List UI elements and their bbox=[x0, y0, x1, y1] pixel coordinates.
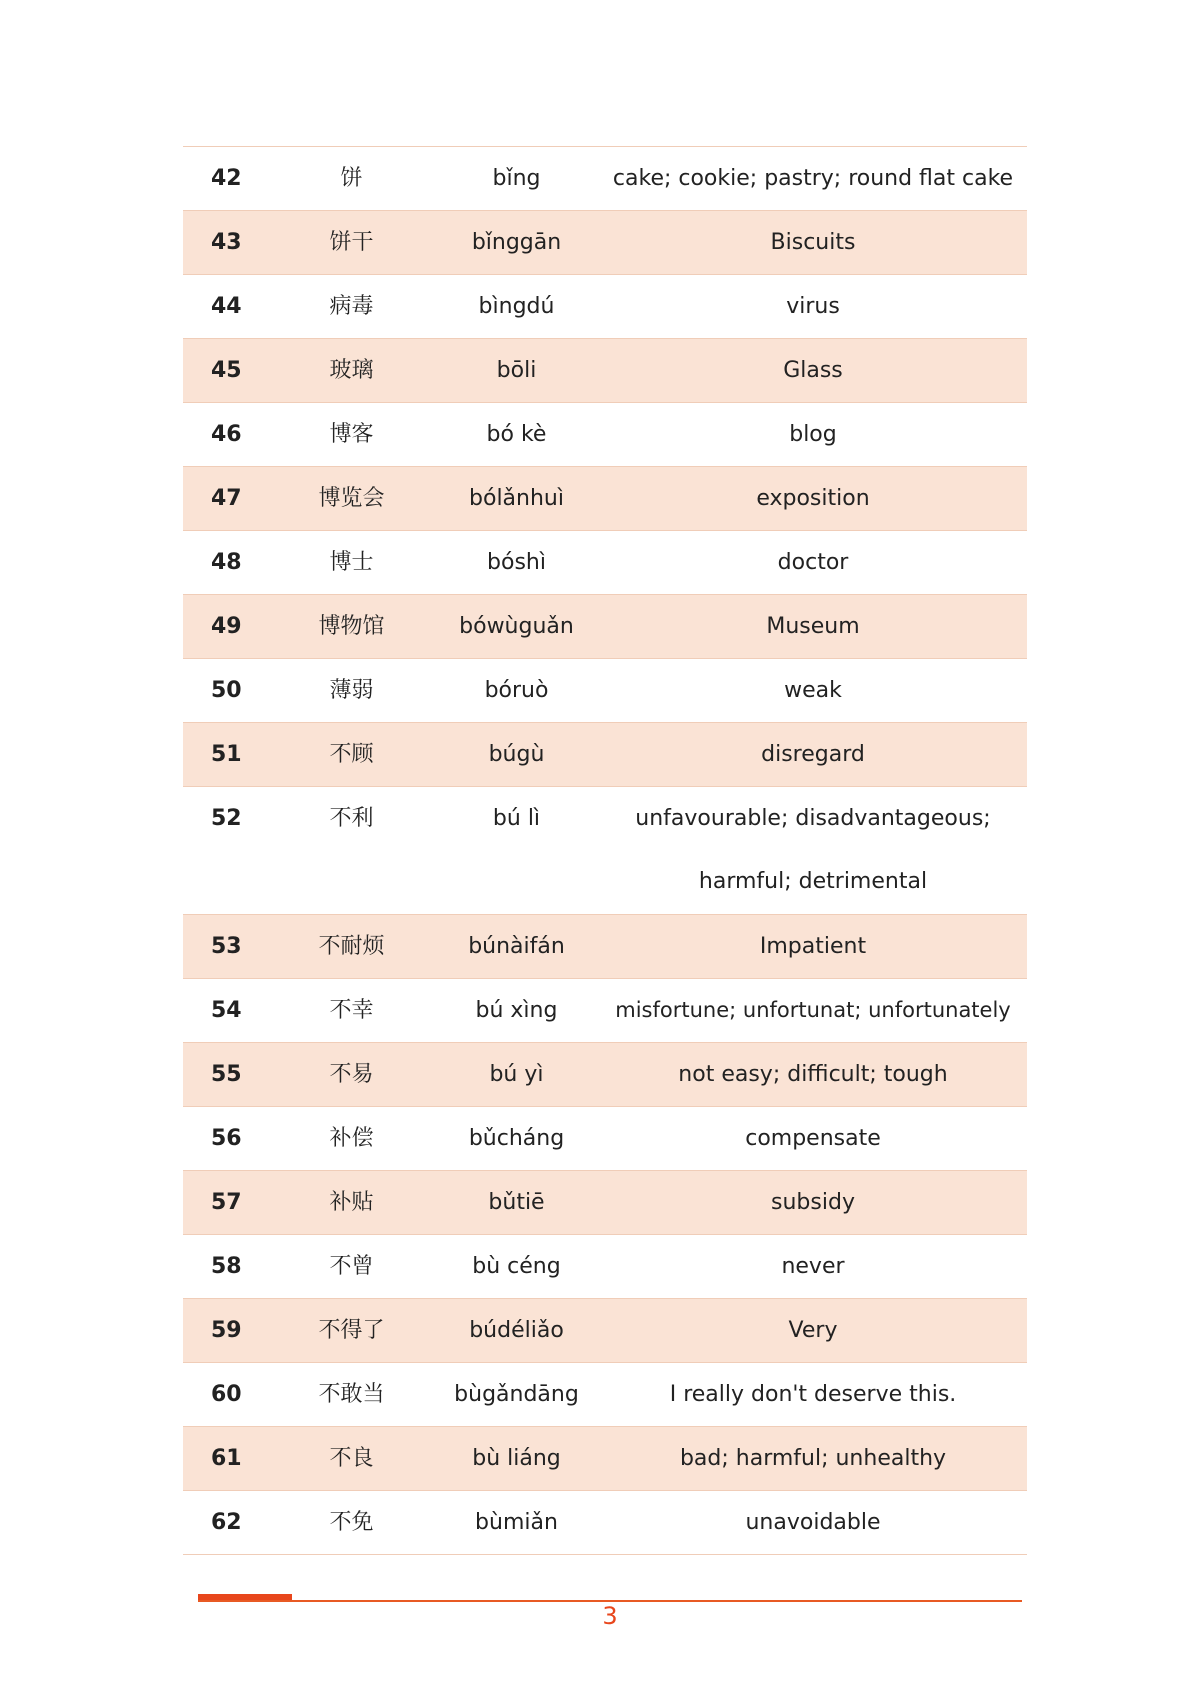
table-row bbox=[183, 595, 1027, 659]
hanzi: 不敢当 bbox=[318, 1382, 385, 1407]
pinyin: bìngdú bbox=[478, 294, 555, 319]
row-number: 47 bbox=[211, 486, 242, 511]
table-row bbox=[183, 531, 1027, 595]
row-number: 48 bbox=[211, 550, 242, 575]
pinyin: bù liáng bbox=[472, 1446, 561, 1471]
row-number: 60 bbox=[211, 1382, 242, 1407]
row-number: 61 bbox=[211, 1446, 242, 1471]
hanzi: 薄弱 bbox=[329, 678, 374, 703]
row-number: 53 bbox=[211, 934, 242, 959]
pinyin: bóruò bbox=[484, 678, 549, 703]
pinyin: bùmiǎn bbox=[475, 1510, 558, 1535]
meaning: Very bbox=[788, 1318, 838, 1343]
page-number: 3 bbox=[602, 1602, 618, 1630]
row-number: 46 bbox=[211, 422, 242, 447]
table-row bbox=[183, 147, 1027, 211]
hanzi: 补贴 bbox=[329, 1190, 374, 1215]
meaning: I really don't deserve this. bbox=[669, 1382, 957, 1407]
pinyin: bólǎnhuì bbox=[469, 486, 564, 511]
pinyin: bówùguǎn bbox=[459, 614, 574, 639]
hanzi: 不利 bbox=[329, 806, 374, 831]
meaning: unavoidable bbox=[745, 1510, 881, 1535]
pinyin: bù céng bbox=[472, 1254, 561, 1279]
hanzi: 博览会 bbox=[318, 486, 385, 511]
hanzi: 饼干 bbox=[329, 230, 374, 255]
row-number: 50 bbox=[211, 678, 242, 703]
table-row bbox=[183, 659, 1027, 723]
table-row bbox=[183, 1299, 1027, 1363]
meaning: cake; cookie; pastry; round flat cake bbox=[612, 166, 1014, 191]
row-number: 54 bbox=[211, 998, 242, 1023]
hanzi: 不耐烦 bbox=[318, 934, 385, 959]
table-row bbox=[183, 339, 1027, 403]
pinyin: bú xìng bbox=[475, 998, 558, 1023]
pinyin: bǔcháng bbox=[468, 1126, 565, 1151]
meaning: unfavourable; disadvantageous; harmful; detrimental bbox=[635, 806, 991, 894]
hanzi: 不免 bbox=[329, 1510, 374, 1535]
table-row bbox=[183, 1043, 1027, 1107]
vocabulary-table bbox=[183, 146, 1027, 1555]
meaning: compensate bbox=[745, 1126, 881, 1151]
pinyin: bǐnggān bbox=[471, 230, 562, 255]
pinyin: bǔtiē bbox=[488, 1190, 545, 1215]
meaning: doctor bbox=[777, 550, 849, 575]
row-number: 43 bbox=[211, 230, 242, 255]
row-number: 49 bbox=[211, 614, 242, 639]
hanzi: 饼 bbox=[340, 166, 363, 191]
pinyin: bǐng bbox=[492, 166, 541, 191]
meaning: blog bbox=[789, 422, 837, 447]
hanzi: 不幸 bbox=[329, 998, 374, 1023]
pinyin: búgù bbox=[488, 742, 545, 767]
table-row bbox=[183, 787, 1027, 915]
table-row bbox=[183, 275, 1027, 339]
meaning: not easy; difficult; tough bbox=[678, 1062, 948, 1087]
row-number: 58 bbox=[211, 1254, 242, 1279]
hanzi: 不得了 bbox=[318, 1318, 385, 1343]
row-number: 56 bbox=[211, 1126, 242, 1151]
table-row bbox=[183, 403, 1027, 467]
hanzi: 博物馆 bbox=[318, 614, 385, 639]
row-number: 57 bbox=[211, 1190, 242, 1215]
table-row bbox=[183, 467, 1027, 531]
meaning: Glass bbox=[783, 358, 843, 383]
row-number: 51 bbox=[211, 742, 242, 767]
meaning: never bbox=[781, 1254, 845, 1279]
meaning: Impatient bbox=[759, 934, 867, 959]
table-row bbox=[183, 1427, 1027, 1491]
pinyin: búdéliǎo bbox=[469, 1318, 564, 1343]
table-row bbox=[183, 1235, 1027, 1299]
pinyin: bú lì bbox=[492, 806, 541, 831]
table-row bbox=[183, 1107, 1027, 1171]
pinyin: bōli bbox=[496, 358, 537, 383]
meaning: subsidy bbox=[771, 1190, 855, 1215]
hanzi: 不良 bbox=[329, 1446, 374, 1471]
table-row bbox=[183, 211, 1027, 275]
meaning: Museum bbox=[766, 614, 860, 639]
table-row bbox=[183, 1491, 1027, 1555]
row-number: 42 bbox=[211, 166, 242, 191]
row-number: 55 bbox=[211, 1062, 242, 1087]
pinyin: bóshì bbox=[487, 550, 546, 575]
hanzi: 补偿 bbox=[329, 1126, 374, 1151]
hanzi: 不易 bbox=[329, 1062, 374, 1087]
row-number: 62 bbox=[211, 1510, 242, 1535]
meaning: misfortune; unfortunat; unfortunately bbox=[615, 998, 1011, 1022]
meaning: bad; harmful; unhealthy bbox=[679, 1446, 947, 1471]
row-number: 59 bbox=[211, 1318, 242, 1343]
meaning: Biscuits bbox=[770, 230, 856, 255]
meaning: weak bbox=[784, 678, 842, 703]
table-row bbox=[183, 1363, 1027, 1427]
pinyin: bùgǎndāng bbox=[454, 1382, 579, 1407]
table-row bbox=[183, 979, 1027, 1043]
meaning: disregard bbox=[761, 742, 865, 767]
pinyin: búnàifán bbox=[468, 934, 565, 959]
hanzi: 博士 bbox=[329, 550, 374, 575]
pinyin: bó kè bbox=[486, 422, 547, 447]
hanzi: 不顾 bbox=[329, 742, 374, 767]
row-number: 45 bbox=[211, 358, 242, 383]
hanzi: 不曾 bbox=[329, 1254, 374, 1279]
meaning: exposition bbox=[756, 486, 870, 511]
row-number: 44 bbox=[211, 294, 242, 319]
hanzi: 博客 bbox=[329, 422, 374, 447]
hanzi: 玻璃 bbox=[329, 358, 374, 383]
meaning: virus bbox=[786, 294, 840, 319]
table-row bbox=[183, 1171, 1027, 1235]
pinyin: bú yì bbox=[489, 1062, 544, 1087]
hanzi: 病毒 bbox=[329, 294, 374, 319]
row-number: 52 bbox=[211, 806, 242, 831]
table-row bbox=[183, 723, 1027, 787]
table-row bbox=[183, 915, 1027, 979]
